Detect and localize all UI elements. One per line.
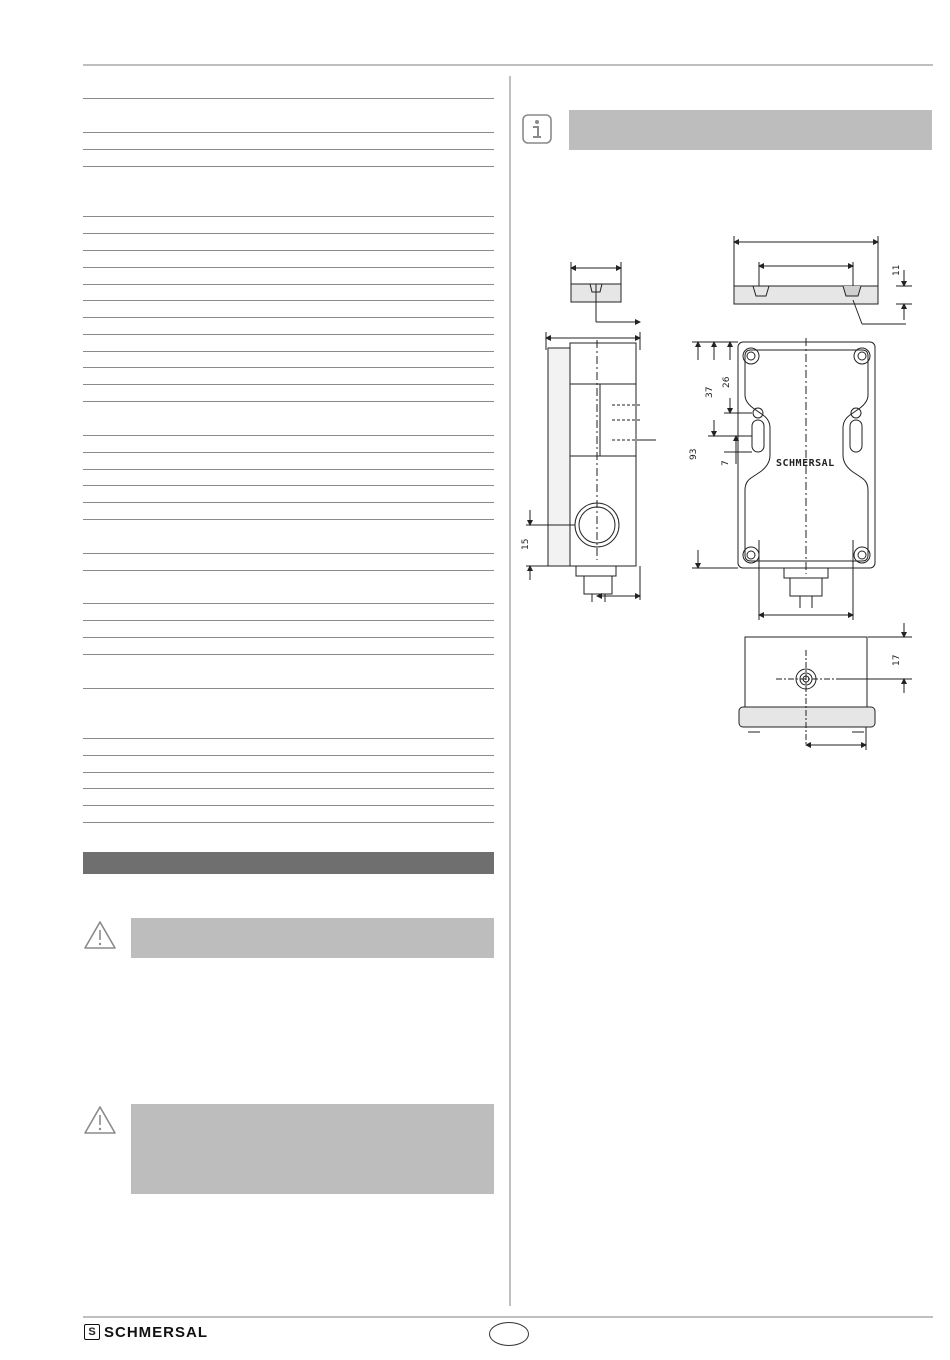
logo-icon: S (84, 1324, 100, 1340)
dimension-label: 15 (521, 538, 531, 550)
dimension-label: 17 (892, 654, 902, 666)
device-brand-label: SCHMERSAL (776, 458, 835, 469)
brand-logo (84, 1322, 208, 1342)
dimension-label: 26 (722, 376, 732, 388)
dimension-label: 93 (689, 448, 699, 460)
switch-front-view (692, 338, 875, 620)
switch-side-view (526, 332, 656, 602)
dimension-label: 7 (721, 460, 731, 466)
switch-bottom-view (739, 623, 912, 750)
brand-name: SCHMERSAL (104, 1323, 209, 1341)
switch-top-view (734, 236, 912, 324)
dimension-label: 11 (892, 264, 902, 276)
actuator-plate-view (571, 262, 640, 322)
language-badge (489, 1322, 529, 1346)
dimension-label: 37 (705, 386, 715, 398)
